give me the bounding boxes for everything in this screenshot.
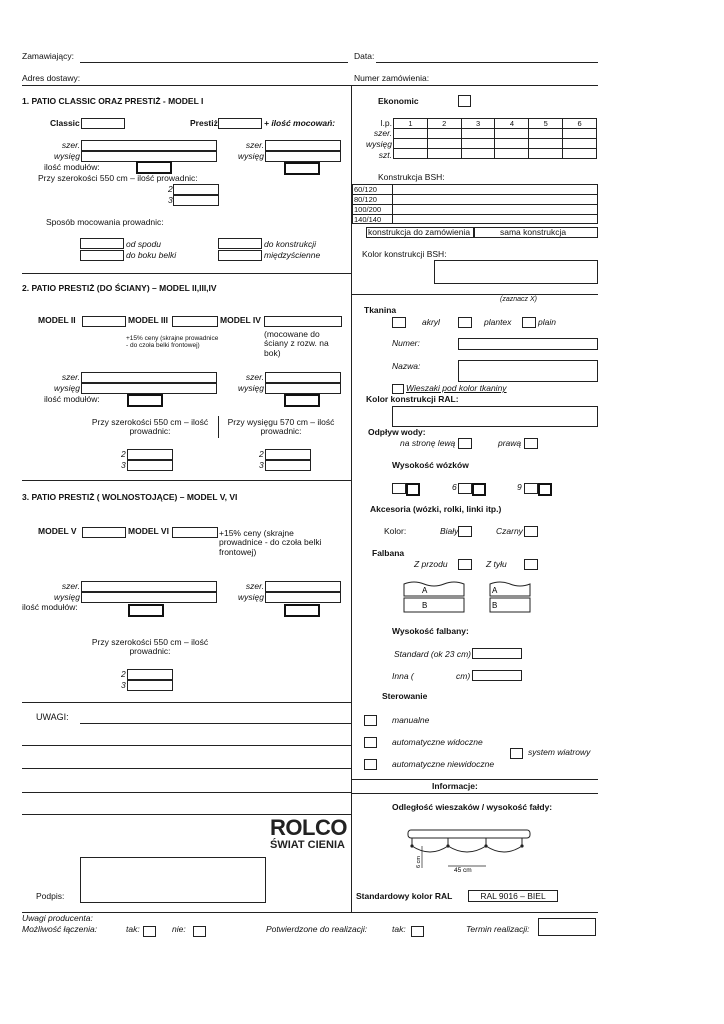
auto-visible-checkbox[interactable] [364,737,377,748]
plain-label: plain [538,317,556,327]
front-label: Z przodu [414,559,448,569]
szer-label-4: szer. [245,372,264,382]
width550-label: Przy szerokości 550 cm – ilość prowadnic: [38,173,198,183]
signature-box[interactable] [80,857,266,903]
wysieg-label: wysięg [54,151,80,161]
signature-label: Podpis: [36,891,65,901]
dim-45-label: 45 cm [454,867,472,874]
model3-input[interactable] [172,316,218,327]
guides-2-input[interactable] [173,184,219,195]
notes-line-2[interactable] [22,745,351,746]
confirmed-yes-checkbox[interactable] [411,926,424,937]
manual-checkbox[interactable] [364,715,377,726]
control-label: Sterowanie [382,691,428,701]
ekonomic-table [393,118,597,159]
model2-modules-input[interactable] [127,394,163,407]
table-row[interactable] [394,139,597,149]
standard-label: Standard (ok 23 cm) [394,649,472,659]
wysieg-label-4: wysięg [238,383,264,393]
table-col: 4 [495,119,529,129]
joinable-no-checkbox[interactable] [193,926,206,937]
intermediate-wall-checkbox[interactable] [218,250,262,261]
right-divider-1 [352,294,598,295]
to-side-checkbox[interactable] [80,250,124,261]
shape-a-label: A [422,586,428,595]
shape-a-label-2: A [492,586,498,595]
reach570-label: Przy wysięgu 570 cm – ilość prowadnic: [227,417,335,437]
ral-color-input[interactable] [392,406,598,427]
right-checkbox[interactable] [524,438,538,449]
n3-label-4: 3 [121,680,126,690]
szer-label-3: szer. [61,372,80,382]
joinable-label: Możliwość łączenia: [22,924,98,934]
model5-reach-input[interactable] [81,592,217,603]
auto-hidden-checkbox[interactable] [364,759,377,770]
trolley-height-label: Wysokość wózków [392,460,469,470]
akryl-checkbox[interactable] [392,317,406,328]
intermediate-wall-label: międzyścienne [264,250,321,260]
n3-label-3: 3 [259,460,264,470]
trolley-9-mark[interactable] [538,483,552,496]
confirmed-yes-label: tak: [392,924,406,934]
valance-height-label: Wysokość falbany: [392,626,469,636]
n2-label-2: 2 [121,449,126,459]
construction-to-order-label: konstrukcja do zamówienia [368,227,471,237]
rolco-logo-tagline: ŚWIAT CIENIA [270,839,345,851]
price-note-2: +15% ceny (skrajne prowadnice - do czoła belki frontowej) [126,335,219,350]
to-side-label: do boku belki [126,250,177,260]
std-ral-label: Standardowy kolor RAL [356,891,453,901]
deadline-label: Termin realizacji: [466,924,530,934]
auto-visible-label: automatyczne widoczne [392,737,483,747]
ekonomic-label: Ekonomic [378,96,419,106]
ral-color-label: Kolor konstrukcji RAL: [366,394,459,404]
model4-reach-input[interactable] [265,383,341,394]
n2-label: 2 [168,184,173,194]
confirmed-label: Potwierdzone do realizacji: [266,924,368,934]
color-label: Kolor: [384,526,407,536]
bsh-row[interactable] [352,194,598,204]
section3-title: 3. PATIO PRESTIŻ ( WOLNOSTOJĄCE) – MODEL V, VI [22,492,238,502]
ral-value-box [468,890,558,902]
white-label: Biały [440,526,459,536]
table-row[interactable] [394,129,597,139]
price-note-3: +15% ceny (skrajne prowadnice - do czoła belki frontowej) [219,528,322,557]
modules-label: ilość modułów: [44,162,100,172]
trolley-0-mark[interactable] [406,483,420,496]
ordering-party-line[interactable] [80,62,348,63]
h9-label: 9 [517,482,522,492]
wysieg-label-6: wysięg [238,592,264,602]
model5-width-input[interactable] [81,581,217,592]
width550-label-2: Przy szerokości 550 cm – ilość prowadnic: [91,417,209,437]
shape-b-label-2: B [492,601,498,610]
n2-label-4: 2 [121,669,126,679]
prestiz-width-input[interactable] [265,140,341,151]
table-col: 1 [394,119,428,129]
prestiz-modules-input[interactable] [284,162,320,175]
wind-system-label: system wiatrowy [528,747,591,757]
szer-label-6: szer. [245,581,264,591]
table-col: 2 [427,119,461,129]
ordering-party-label: Zamawiający: [22,51,74,61]
ral-value: RAL 9016 – BIEL [480,891,546,901]
right-divider-2 [352,779,598,780]
bsh-size: 140/140 [354,215,382,224]
trolley-9-checkbox[interactable] [524,483,538,494]
s2-inner-divider [218,416,219,438]
trolley-6-mark[interactable] [472,483,486,496]
classic-label: Classic [50,118,80,128]
s2-reach-3-input[interactable] [265,460,311,471]
wysieg-label-5: wysięg [54,592,80,602]
trolley-0-checkbox[interactable] [392,483,406,494]
n2-label-3: 2 [259,449,264,459]
joinable-yes-checkbox[interactable] [143,926,156,937]
szer-label: szer. [61,140,80,150]
wind-system-checkbox[interactable] [510,748,523,759]
wysieg-label-2: wysięg [238,151,264,161]
plantex-label: plantex [484,317,512,327]
date-line[interactable] [376,62,598,63]
left-side-label: na stronę lewą [400,438,456,448]
delivery-address-label: Adres dostawy: [22,73,81,83]
bsh-size: 80/120 [354,195,377,204]
ekonomic-checkbox[interactable] [458,95,471,107]
section2-divider [22,480,351,481]
construction-only-label: sama konstrukcja [500,227,567,237]
auto-hidden-label: automatyczne niewidoczne [392,759,495,769]
wysieg-row-label: wysięg [366,139,392,149]
model4-width-input[interactable] [265,372,341,383]
prestiz-input[interactable] [218,118,262,129]
modules-label-2: ilość modułów: [44,394,100,404]
name-input[interactable] [458,360,598,382]
lp-label: l.p. [380,118,392,128]
section1-title: 1. PATIO CLASSIC ORAZ PRESTIŻ - MODEL I [22,96,204,106]
left-side-checkbox[interactable] [458,438,472,449]
hangers-label: Wieszaki pod kolor tkaniny [406,383,507,393]
model6-reach-input[interactable] [265,592,341,603]
table-header-row [394,119,597,129]
section2-title: 2. PATIO PRESTIŻ (DO ŚCIANY) – MODEL II,III,IV [22,283,217,293]
notes-line-1[interactable] [80,723,351,724]
producer-notes-label: Uwagi producenta: [22,913,93,923]
notes-line-3[interactable] [22,768,351,769]
model6-modules-input[interactable] [284,604,320,617]
n3-label-2: 3 [121,460,126,470]
bsh-row[interactable] [352,214,598,224]
classic-width-input[interactable] [81,140,217,151]
model6-width-input[interactable] [265,581,341,592]
szer-row-label: szer. [373,128,392,138]
header-divider [22,85,598,86]
model2-label: MODEL II [38,315,76,325]
model2-reach-input[interactable] [81,383,217,394]
plantex-checkbox[interactable] [458,317,472,328]
bsh-color-label: Kolor konstrukcji BSH: [362,249,447,259]
dim-6-label: 6 cm [416,856,422,868]
date-label: Data: [354,51,375,61]
model6-input[interactable] [172,527,218,538]
black-label: Czarny [496,526,523,536]
white-checkbox[interactable] [458,526,472,537]
deadline-input[interactable] [538,918,596,936]
wall-note: (mocowane do ściany z rozw. na bok) [264,329,329,358]
from-bottom-label: od spodu [126,239,161,249]
table-col: 3 [461,119,495,129]
bsh-col-divider [392,184,393,224]
mounting-label: Sposób mocowania prowadnic: [46,217,164,227]
valance-label: Falbana [372,548,405,558]
back-checkbox[interactable] [524,559,538,570]
width550-label-3: Przy szerokości 550 cm – ilość prowadnic: [91,637,209,657]
bsh-row[interactable] [352,184,598,194]
standard-input[interactable] [472,648,522,659]
model2-width-input[interactable] [81,372,217,383]
model5-input[interactable] [82,527,126,538]
mounts-label: + ilość mocowań: [264,118,336,128]
shape-b-label: B [422,601,428,610]
plain-checkbox[interactable] [522,317,536,328]
section1-divider [22,273,351,274]
table-col: 5 [529,119,563,129]
szer-label-2: szer. [245,140,264,150]
model4-label: MODEL IV [220,315,261,325]
footer-divider [22,912,598,913]
bsh-size: 60/120 [354,185,377,194]
valance-shape-a-right[interactable] [490,582,530,612]
model6-label: MODEL VI [128,526,169,536]
joinable-yes-label: tak: [126,924,140,934]
black-checkbox[interactable] [524,526,538,537]
s3-guides-3-input[interactable] [127,680,173,691]
model5-label: MODEL V [38,526,77,536]
rolco-logo: ROLCO [270,815,347,840]
prestiz-label: Prestiż [190,118,218,128]
model4-input[interactable] [264,316,342,327]
order-number-label: Numer zamówienia: [354,73,430,83]
info-label: Informacje: [432,781,478,791]
hanger-distance-label: Odległość wieszaków / wysokość fałdy: [392,802,553,812]
model3-label: MODEL III [128,315,168,325]
section3-divider [22,702,351,703]
wysieg-label-3: wysięg [54,383,80,393]
number-input[interactable] [458,338,598,350]
mark-x-note: (zaznacz X) [500,296,537,303]
bsh-row[interactable] [352,204,598,214]
table-row[interactable] [394,149,597,159]
hangers-checkbox[interactable] [392,384,404,394]
back-label: Z tyłu [486,559,507,569]
drain-label: Odpływ wody: [368,427,426,437]
s2-guides-3-input[interactable] [127,460,173,471]
h6-label: 6 [452,482,457,492]
valance-shape-a-left[interactable] [404,582,464,612]
szer-label-5: szer. [61,581,80,591]
notes-label: UWAGI: [36,712,69,722]
joinable-no-label: nie: [172,924,186,934]
s2-reach-2-input[interactable] [265,449,311,460]
to-construction-checkbox[interactable] [218,238,262,249]
model4-modules-input[interactable] [284,394,320,407]
right-label: prawą [498,438,522,448]
table-col: 6 [563,119,597,129]
right-divider-3 [352,793,598,794]
bsh-color-input[interactable] [434,260,598,284]
s2-guides-2-input[interactable] [127,449,173,460]
classic-input[interactable] [81,118,125,129]
prestiz-reach-input[interactable] [265,151,341,162]
number-label: Numer: [392,338,420,348]
hanger-diagram [398,824,534,876]
akryl-label: akryl [422,317,440,327]
guides-3-input[interactable] [173,195,219,206]
s3-guides-2-input[interactable] [127,669,173,680]
other-label: Inna ( [392,671,414,681]
model5-modules-input[interactable] [128,604,164,617]
bsh-size: 100/200 [354,205,382,214]
model2-input[interactable] [82,316,126,327]
modules-label-3: ilość modułów: [22,602,78,612]
name-label: Nazwa: [392,361,421,371]
bsh-title: Konstrukcja BSH: [378,172,445,182]
valance-shapes [402,580,532,616]
accessories-title: Akcesoria (wózki, rolki, linki itp.) [370,504,502,514]
fabric-title: Tkanina [364,305,397,315]
manual-label: manualne [392,715,430,725]
front-checkbox[interactable] [458,559,472,570]
other-input[interactable] [472,670,522,681]
cm-label: cm) [456,671,471,681]
trolley-6-checkbox[interactable] [458,483,472,494]
to-construction-label: do konstrukcji [264,239,316,249]
szt-row-label: szt. [378,150,392,160]
notes-line-4[interactable] [22,792,351,793]
n3-label: 3 [168,195,173,205]
from-bottom-checkbox[interactable] [80,238,124,249]
